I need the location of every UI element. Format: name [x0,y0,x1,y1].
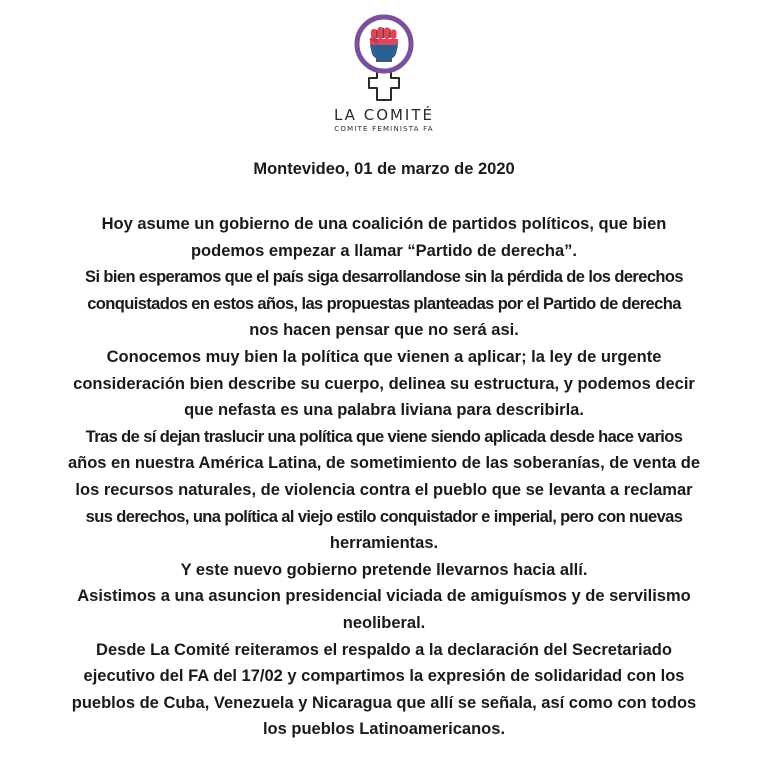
statement-line: consideración bien describe su cuerpo, delinea su estructura, y podemos decir [73,374,695,393]
statement-line: conquistados en estos años, las propuestas planteadas por el Partido de derecha [87,294,681,313]
statement-line: sus derechos, una política al viejo estilo conquistador e imperial, pero con nuevas [85,507,683,526]
statement-line: los recursos naturales, de violencia contra el pueblo que se levanta a reclamar [75,480,693,499]
statement-line: que nefasta es una palabra liviana para describirla. [184,401,584,420]
logo [0,14,768,133]
statement-line: Y este nuevo gobierno pretende llevarnos hacia allí. [180,560,588,579]
statement-line: pueblos de Cuba, Venezuela y Nicaragua que allí se señala, así como con todos [71,693,697,712]
brand-name: LA COMITÉ [333,106,435,124]
statement-line: Si bien esperamos que el país siga desarrollandose sin la pérdida de los derechos [85,268,683,287]
statement-line: herramientas. [329,534,439,553]
statement-line: Desde La Comité reiteramos el respaldo a la declaración del Secretariado [96,640,672,659]
statement-line: Conocemos muy bien la política que vienen a aplicar; la ley de urgente [106,347,662,366]
statement-line: ejecutivo del FA del 17/02 y compartimos la expresión de solidaridad con los [83,667,685,686]
statement-body [22,211,746,743]
statement-line: Asistimos a una asuncion presidencial viciada de amiguísmos y de servilismo [77,587,691,606]
statement-line: años en nuestra América Latina, de sometimiento de las soberanías, de venta de [67,454,701,473]
statement-line: neoliberal. [342,613,426,632]
statement-line: los pueblos Latinoamericanos. [262,720,506,739]
feminist-fist-venus-icon [349,14,419,102]
statement-line: Hoy asume un gobierno de una coalición de partidos políticos, que bien [101,215,667,233]
statement-line: nos hacen pensar que no será asi. [249,321,519,340]
brand-subtitle: COMITE FEMINISTA FA [334,125,434,133]
date-line: Montevideo, 01 de marzo de 2020 [253,160,515,178]
statement-line: Tras de sí dejan traslucir una política que viene siendo aplicada desde hace varios [85,427,683,446]
statement-line: podemos empezar a llamar “Partido de derecha”. [190,241,578,260]
